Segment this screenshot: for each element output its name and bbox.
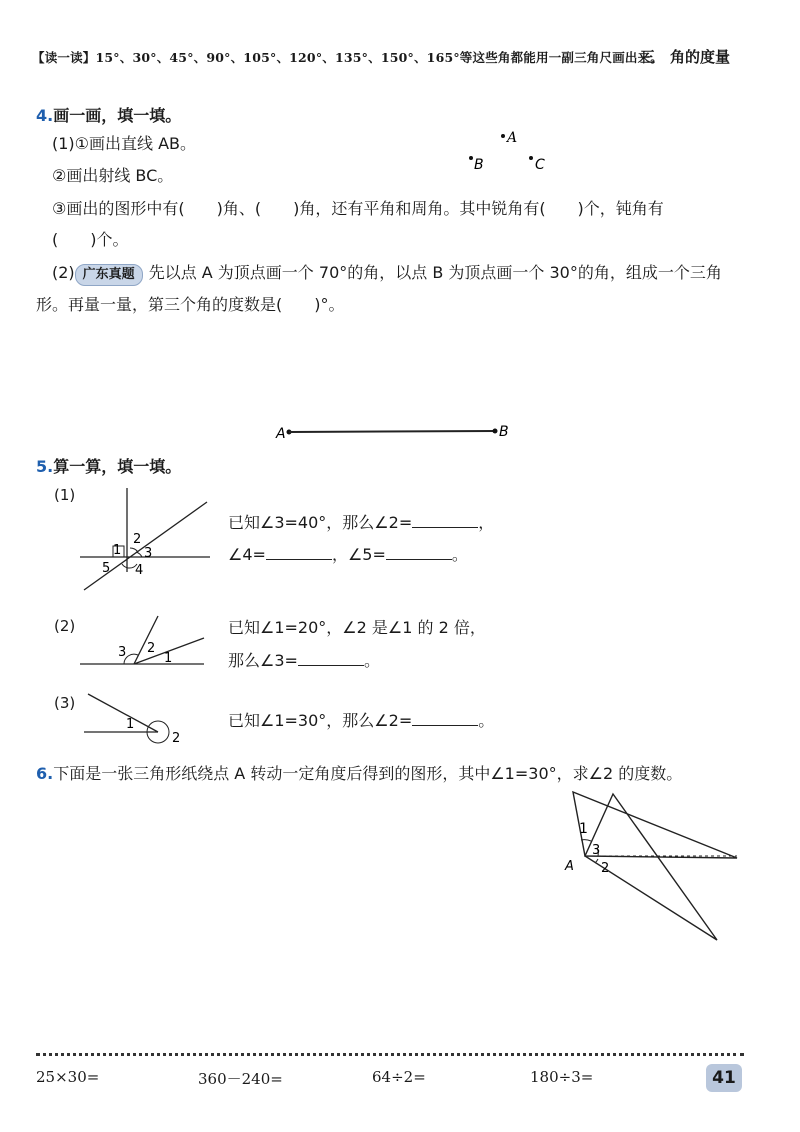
q4-line1: (1)①画出直线 AB。 xyxy=(52,134,197,153)
q4-line4: ( )个。 xyxy=(52,230,129,249)
p1-angle2-arc xyxy=(130,548,138,552)
footer-calc4: 180÷3= xyxy=(530,1068,594,1086)
q5-p2-text2-a: 那么∠3= xyxy=(228,651,298,670)
answer-blank-angle4[interactable] xyxy=(266,545,332,560)
answer-blank-angle3[interactable] xyxy=(298,651,364,666)
q4-title-text: 画一画，填一填。 xyxy=(53,106,182,125)
segment-ab-figure xyxy=(270,420,520,444)
reading-tip xyxy=(32,48,663,66)
q5-p3-label: (3) xyxy=(54,694,76,712)
q4-number: 4. xyxy=(36,106,54,125)
q5-p2-figure xyxy=(72,610,212,670)
q4-part2-text: 先以点 A 为顶点画一个 70°的角，以点 B 为顶点画一个 30°的角，组成一个三角 xyxy=(148,263,722,282)
q6-angle2-arc xyxy=(595,859,598,863)
segment-ab-line xyxy=(289,431,495,432)
footer-calc2: 360－240= xyxy=(198,1070,283,1088)
q6-angle1-label: 1 xyxy=(579,821,588,837)
footer-calc1: 25×30= xyxy=(36,1068,100,1086)
q6-point-a-label: A xyxy=(565,859,574,874)
q6-figure xyxy=(555,788,745,948)
q5-number: 5. xyxy=(36,457,54,476)
q5-p1-text2 xyxy=(228,544,468,566)
q4-line3: ③画出的图形中有( )角、( )角，还有平角和周角。其中锐角有( )个，钝角有 xyxy=(52,199,664,218)
q5-p3-figure xyxy=(80,688,200,750)
q5-p3-text xyxy=(228,710,494,732)
segment-b-label: B xyxy=(499,424,509,440)
point-a-label: A xyxy=(507,130,518,146)
point-b-label: B xyxy=(474,157,484,173)
q5-p1-figure xyxy=(72,482,212,592)
badge-guangdong: 广东真题 xyxy=(75,264,143,286)
p3-upper-ray xyxy=(88,694,158,732)
q4-line2: ②画出射线 BC。 xyxy=(52,166,174,185)
p1-angle5-label: 5 xyxy=(102,561,111,576)
p2-angle2-label: 2 xyxy=(147,641,156,656)
point-a-dot xyxy=(501,134,505,138)
q4-part2 xyxy=(52,262,722,286)
p3-angle1-label: 1 xyxy=(126,717,135,732)
q5-p1-text1-a: 已知∠3=40°，那么∠2= xyxy=(228,513,413,532)
q6-text-body: 下面是一张三角形纸绕点 A 转动一定角度后得到的图形，其中∠1=30°，求∠2 的度数。 xyxy=(53,764,683,783)
q4-part2-line2: 形。再量一量，第三个角的度数是( )°。 xyxy=(36,295,345,314)
p3-angle2-label: 2 xyxy=(172,731,181,746)
answer-blank-angle5[interactable] xyxy=(386,545,452,560)
p2-angle1-label: 1 xyxy=(164,651,173,666)
q5-p2-label: (2) xyxy=(54,617,76,635)
reading-tip-text: 15°、30°、45°、90°、105°、120°、135°、150°、165°等这些角都能用一副三角尺画出来。 xyxy=(95,50,664,65)
answer-blank-angle2[interactable] xyxy=(412,513,478,528)
point-b-dot xyxy=(469,156,473,160)
q5-title-text: 算一算，填一填。 xyxy=(53,457,182,476)
p1-angle4-label: 4 xyxy=(135,563,144,578)
q5-p2-text2-b: 。 xyxy=(363,651,380,670)
q6-text xyxy=(36,761,682,784)
q5-p1-text2-a: ∠4= xyxy=(228,545,266,564)
footer-calc3: 64÷2= xyxy=(372,1068,426,1086)
p1-angle2-label: 2 xyxy=(133,532,142,547)
points-abc-figure xyxy=(455,128,565,180)
chapter-title: 三 角的度量 xyxy=(640,48,731,66)
q5-p2-text1: 已知∠1=20°，∠2 是∠1 的 2 倍， xyxy=(228,618,486,637)
q5-p1-label: (1) xyxy=(54,486,76,504)
answer-blank-p3-angle2[interactable] xyxy=(412,711,478,726)
q5-title xyxy=(36,454,181,477)
q5-p2-text2 xyxy=(228,650,380,672)
q5-p1-text1 xyxy=(228,512,494,534)
p1-angle1-label: 1 xyxy=(113,543,122,558)
q5-p3-text-a: 已知∠1=30°，那么∠2= xyxy=(228,711,413,730)
point-c-label: C xyxy=(535,157,545,173)
segment-b-dot xyxy=(493,429,498,434)
p2-angle3-label: 3 xyxy=(118,645,127,660)
q5-p1-text1-b: ， xyxy=(478,513,495,532)
p1-angle3-arc xyxy=(136,552,142,557)
reading-tip-prefix: 【读一读】 xyxy=(32,50,96,65)
q5-p3-text-b: 。 xyxy=(478,711,495,730)
q6-angle3-label: 3 xyxy=(592,843,601,858)
q4-part2-prefix: (2) xyxy=(52,263,75,282)
footer-dotted-divider xyxy=(36,1053,744,1056)
q6-number: 6. xyxy=(36,764,54,783)
point-c-dot xyxy=(529,156,533,160)
page-number: 41 xyxy=(706,1064,742,1092)
q5-p1-text2-b: ，∠5= xyxy=(331,545,386,564)
q6-angle2-label: 2 xyxy=(601,861,610,876)
segment-a-label: A xyxy=(276,426,286,442)
p1-angle3-label: 3 xyxy=(144,546,153,561)
q5-p1-text2-c: 。 xyxy=(451,545,468,564)
q4-title xyxy=(36,103,181,126)
